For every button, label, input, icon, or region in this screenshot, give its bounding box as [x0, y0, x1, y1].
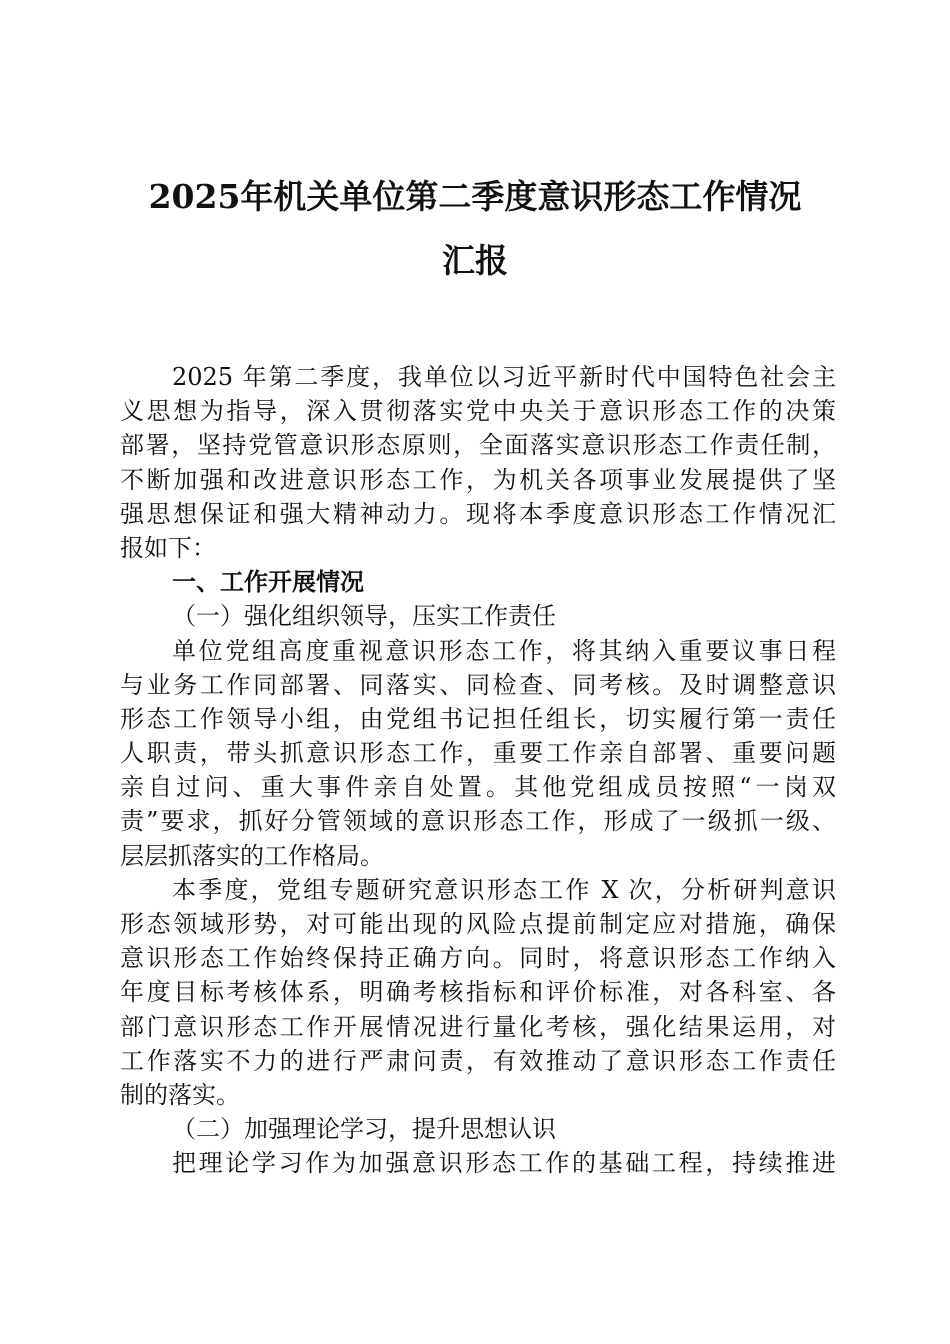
paragraph-line: 形态工作领导小组，由党组书记担任组长，切实履行第一责任	[120, 704, 836, 733]
document-title-continued: 汇报	[442, 241, 508, 280]
paragraph-line: 义思想为指导，深入贯彻落实党中央关于意识形态工作的决策	[120, 397, 836, 426]
section-heading: 一、工作开展情况	[172, 568, 364, 597]
paragraph-line: 形态领域形势，对可能出现的风险点提前制定应对措施，确保	[120, 910, 836, 938]
paragraph-line: 部署，坚持党管意识形态原则，全面落实意识形态工作责任制，	[120, 431, 836, 460]
document-title: 2025年机关单位第二季度意识形态工作情况	[148, 177, 802, 216]
paragraph-line: 把理论学习作为加强意识形态工作的基础工程，持续推进	[172, 1149, 836, 1178]
paragraph-line: 不断加强和改进意识形态工作，为机关各项事业发展提供了坚	[120, 465, 836, 494]
paragraph-line: 意识形态工作始终保持正确方向。同时，将意识形态工作纳入	[120, 944, 836, 973]
document-body	[120, 360, 836, 1181]
paragraph-line: 年度目标考核体系，明确考核指标和评价标准，对各科室、各	[120, 978, 836, 1007]
paragraph-line: 强思想保证和强大精神动力。现将本季度意识形态工作情况汇	[120, 499, 836, 528]
subsection-heading: （一）强化组织领导，压实工作责任	[172, 602, 556, 631]
paragraph-line: 本季度，党组专题研究意识形态工作 X 次，分析研判意识	[172, 875, 836, 904]
paragraph-line: 工作落实不力的进行严肃问责，有效推动了意识形态工作责任	[120, 1046, 836, 1075]
paragraph-line: 与业务工作同部署、同落实、同检查、同考核。及时调整意识	[120, 670, 836, 699]
paragraph-line: 制的落实。	[120, 1080, 240, 1109]
paragraph-line: 亲自过问、重大事件亲自处置。其他党组成员按照“一岗双	[120, 773, 836, 802]
paragraph-line: 部门意识形态工作开展情况进行量化考核，强化结果运用，对	[120, 1012, 836, 1041]
paragraph-line: 单位党组高度重视意识形态工作，将其纳入重要议事日程	[172, 636, 836, 665]
paragraph-line: 责”要求，抓好分管领域的意识形态工作，形成了一级抓一级、	[120, 807, 836, 836]
paragraph-line: 层层抓落实的工作格局。	[120, 841, 384, 870]
paragraph-line: 人职责，带头抓意识形态工作，重要工作亲自部署、重要问题	[120, 739, 836, 768]
paragraph-line: 报如下：	[120, 533, 216, 562]
subsection-heading: （二）加强理论学习，提升思想认识	[172, 1115, 556, 1144]
paragraph-line: 2025 年第二季度，我单位以习近平新时代中国特色社会主	[172, 363, 836, 391]
